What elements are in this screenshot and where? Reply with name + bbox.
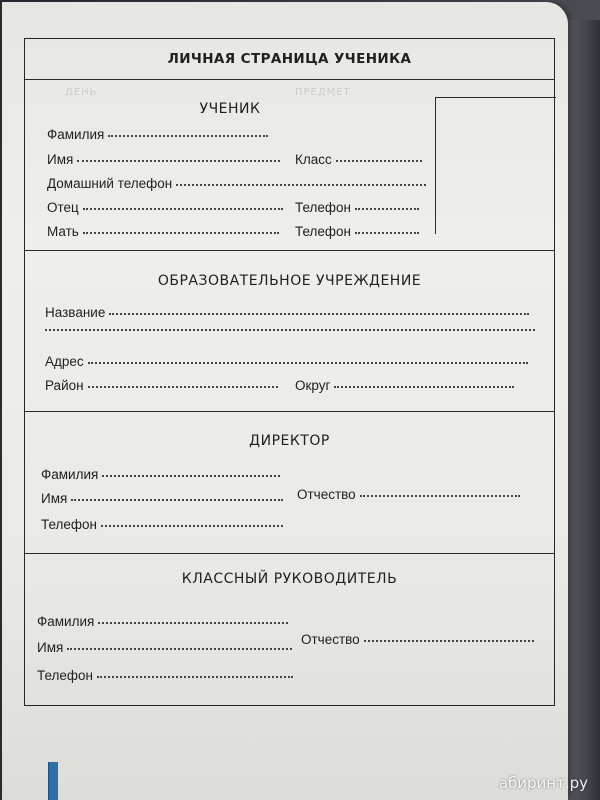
section-divider	[25, 250, 554, 251]
school-name-label: Название	[45, 305, 106, 320]
teacher-name-label: Имя	[37, 640, 64, 655]
dotted-entry-line	[98, 620, 288, 624]
director-surname-label: Фамилия	[41, 467, 99, 482]
dotted-entry-line	[83, 206, 283, 210]
watermark-text: абиринт.ру	[498, 774, 588, 792]
show-through-text: ПРЕДМЕТ	[295, 87, 351, 98]
teacher-phone-field[interactable]	[37, 668, 293, 683]
father-phone-label: Телефон	[295, 200, 352, 215]
title-divider	[25, 79, 554, 80]
student-surname-label: Фамилия	[47, 127, 105, 142]
school-address-field[interactable]	[45, 354, 528, 369]
mother-phone-field[interactable]	[295, 224, 419, 239]
teacher-name-field[interactable]	[37, 640, 292, 655]
show-through-text: ДЕНЬ	[65, 87, 98, 98]
teacher-phone-label: Телефон	[37, 668, 94, 683]
mother-label: Мать	[47, 224, 79, 239]
student-name-field[interactable]	[47, 152, 280, 167]
father-field[interactable]	[47, 200, 283, 215]
director-patronymic-field[interactable]	[297, 487, 520, 502]
dotted-entry-line	[109, 311, 529, 315]
school-name-line-2[interactable]	[45, 329, 535, 333]
student-class-field[interactable]	[295, 152, 422, 167]
dotted-entry-line	[360, 493, 520, 497]
dotted-entry-line	[97, 674, 293, 678]
teacher-patronymic-field[interactable]	[301, 632, 534, 647]
mother-phone-label: Телефон	[295, 224, 352, 239]
father-phone-field[interactable]	[295, 200, 419, 215]
school-heading: ОБРАЗОВАТЕЛЬНОЕ УЧРЕЖДЕНИЕ	[157, 273, 422, 289]
dotted-entry-line	[176, 182, 426, 186]
dotted-entry-line	[355, 206, 419, 210]
school-district-label: Район	[45, 378, 84, 393]
dotted-entry-line	[71, 497, 283, 501]
class-teacher-heading: КЛАССНЫЙ РУКОВОДИТЕЛЬ	[181, 571, 398, 587]
dotted-entry-line	[364, 638, 534, 642]
dotted-entry-line	[83, 230, 279, 234]
dotted-entry-line	[334, 384, 514, 388]
section-divider	[25, 553, 554, 554]
student-heading: УЧЕНИК	[199, 101, 261, 117]
dotted-entry-line	[108, 133, 268, 137]
director-surname-field[interactable]	[41, 467, 280, 482]
teacher-surname-field[interactable]	[37, 614, 288, 629]
section-divider	[25, 411, 554, 412]
bookmark-ribbon	[48, 762, 58, 800]
director-patronymic-label: Отчество	[297, 487, 356, 502]
dotted-entry-line	[88, 360, 528, 364]
school-address-label: Адрес	[45, 354, 84, 369]
notebook-page	[2, 2, 568, 800]
mother-field[interactable]	[47, 224, 279, 239]
dotted-entry-line	[102, 473, 280, 477]
director-name-field[interactable]	[41, 491, 283, 506]
photo-box[interactable]	[436, 98, 554, 233]
home-phone-label: Домашний телефон	[47, 176, 173, 191]
student-name-label: Имя	[47, 152, 74, 167]
dotted-entry-line	[67, 646, 292, 650]
teacher-patronymic-label: Отчество	[301, 632, 360, 647]
father-label: Отец	[47, 200, 79, 215]
student-class-label: Класс	[295, 152, 332, 167]
dotted-entry-line	[355, 230, 419, 234]
page-title: ЛИЧНАЯ СТРАНИЦА УЧЕНИКА	[167, 51, 412, 67]
school-okrug-field[interactable]	[295, 378, 514, 393]
dotted-entry-line	[336, 158, 422, 162]
home-phone-field[interactable]	[47, 176, 426, 191]
school-okrug-label: Округ	[295, 378, 331, 393]
personal-page-form	[24, 38, 555, 706]
dotted-entry-line	[101, 523, 283, 527]
dotted-entry-line	[45, 327, 535, 331]
school-district-field[interactable]	[45, 378, 278, 393]
student-surname-field[interactable]	[47, 127, 268, 142]
director-name-label: Имя	[41, 491, 68, 506]
teacher-surname-label: Фамилия	[37, 614, 95, 629]
dotted-entry-line	[77, 158, 280, 162]
director-heading: ДИРЕКТОР	[249, 433, 330, 449]
director-phone-label: Телефон	[41, 517, 98, 532]
school-name-field[interactable]	[45, 305, 529, 320]
dotted-entry-line	[88, 384, 278, 388]
director-phone-field[interactable]	[41, 517, 283, 532]
